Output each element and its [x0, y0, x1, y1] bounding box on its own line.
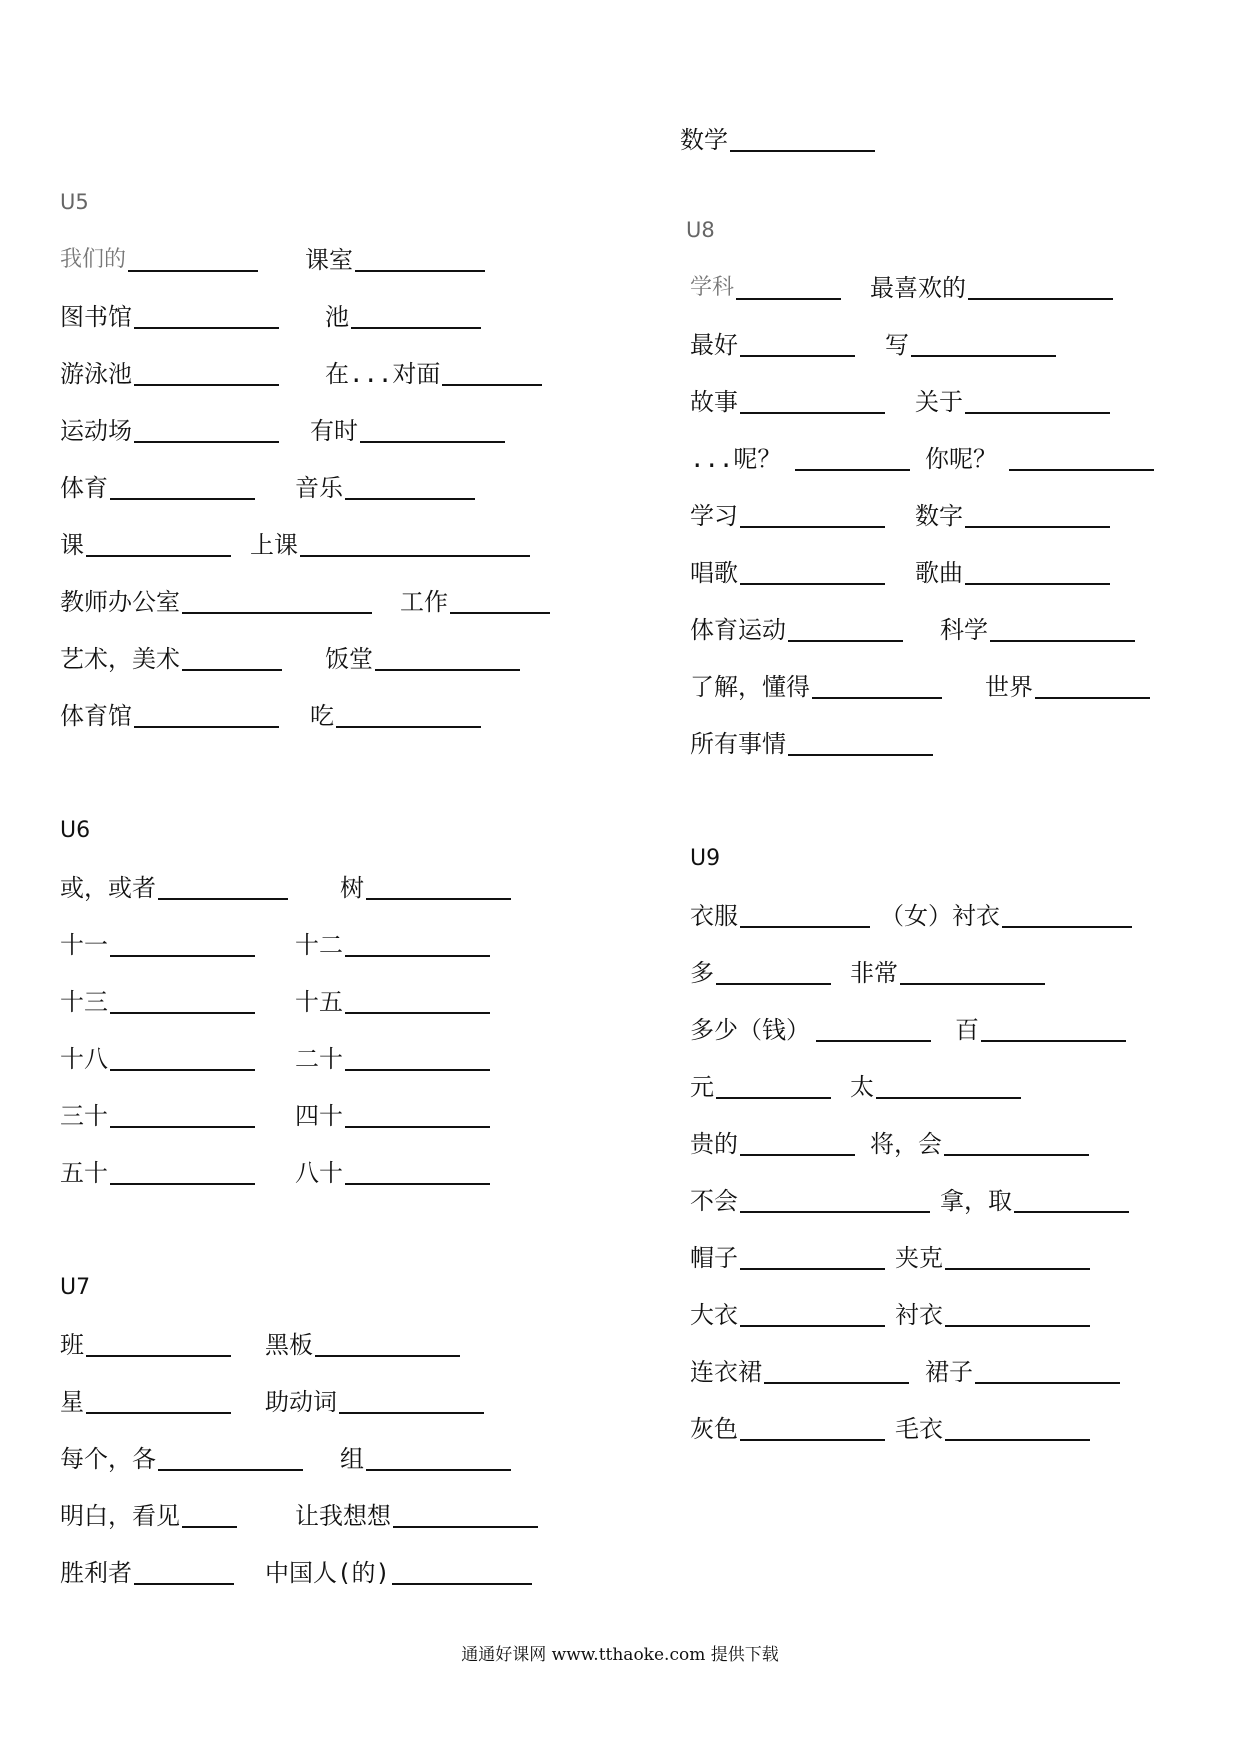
answer-blank[interactable]: [134, 698, 279, 728]
vocab-item: [690, 1181, 930, 1221]
vocab-item: [310, 411, 505, 451]
answer-blank[interactable]: [945, 1240, 1090, 1270]
answer-blank[interactable]: [965, 555, 1110, 585]
answer-blank[interactable]: [345, 927, 490, 957]
vocab-item: [265, 1553, 532, 1593]
vocab-label: 胜利者: [60, 1559, 132, 1587]
answer-blank[interactable]: [740, 498, 885, 528]
vocab-label: 最喜欢的: [870, 274, 966, 302]
vocab-item: [915, 553, 1110, 593]
answer-blank[interactable]: [945, 1297, 1090, 1327]
answer-blank[interactable]: [86, 527, 231, 557]
vocab-item: [305, 240, 485, 280]
vocab-label: 科学: [940, 616, 988, 644]
vocab-item: [880, 896, 1132, 936]
vocab-label: 毛衣: [895, 1415, 943, 1443]
vocab-item: [295, 1153, 490, 1193]
answer-blank[interactable]: [1035, 669, 1150, 699]
vocab-label: 非常: [850, 959, 898, 987]
answer-blank[interactable]: [965, 384, 1110, 414]
vocab-item: [915, 496, 1110, 536]
vocab-row: [60, 1325, 620, 1365]
vocab-label: 音乐: [295, 474, 343, 502]
vocab-row: [60, 582, 620, 622]
vocab-label: 每个，各: [60, 1445, 156, 1473]
vocab-item: [295, 1096, 490, 1136]
vocab-item: [60, 982, 255, 1022]
vocab-label: 饭堂: [325, 645, 373, 673]
vocab-label: 十五: [295, 988, 343, 1016]
vocab-label: 多少（钱）: [690, 1016, 810, 1044]
answer-blank[interactable]: [944, 1126, 1089, 1156]
vocab-row: [690, 553, 1240, 593]
vocab-item: [850, 1067, 1021, 1107]
vocab-label: 最好: [690, 331, 738, 359]
vocab-label: 连衣裙: [690, 1358, 762, 1386]
answer-blank[interactable]: [740, 1126, 855, 1156]
vocab-label: 百: [955, 1016, 979, 1044]
vocab-item: [895, 1238, 1090, 1278]
vocab-item: [60, 1039, 255, 1079]
vocab-label: 学科: [690, 275, 735, 300]
vocab-label: 在...对面: [325, 360, 441, 388]
vocab-row: [690, 268, 1240, 308]
vocab-item: [60, 696, 279, 736]
vocab-item: [690, 439, 910, 479]
answer-blank[interactable]: [128, 242, 258, 272]
vocab-item: [940, 610, 1135, 650]
answer-blank[interactable]: [392, 1555, 532, 1585]
vocab-item: [60, 582, 372, 622]
vocab-item: [265, 1325, 460, 1365]
vocab-item: [60, 639, 282, 679]
vocab-row: [60, 1039, 620, 1079]
vocab-label: 将，会: [870, 1130, 942, 1158]
vocab-label: 衣服: [690, 902, 738, 930]
vocab-item: [690, 1409, 885, 1449]
vocab-row: [60, 982, 620, 1022]
answer-blank[interactable]: [366, 870, 511, 900]
vocab-item: [925, 1352, 1120, 1392]
answer-blank[interactable]: [1014, 1183, 1129, 1213]
answer-blank[interactable]: [355, 242, 485, 272]
vocab-item: [850, 953, 1045, 993]
vocab-label: 艺术，美术: [60, 645, 180, 673]
answer-blank[interactable]: [182, 584, 372, 614]
answer-blank[interactable]: [345, 1041, 490, 1071]
vocab-item: [690, 953, 831, 993]
vocab-item: [400, 582, 550, 622]
vocab-row: [690, 496, 1240, 536]
vocab-label: 十八: [60, 1045, 108, 1073]
vocab-item: [690, 1352, 909, 1392]
vocab-label: 我们的: [60, 247, 127, 272]
vocab-item: [690, 1295, 885, 1335]
vocab-label: 明白，看见: [60, 1502, 180, 1530]
vocab-item: [60, 468, 255, 508]
vocab-row: [60, 525, 620, 565]
vocab-label: 数学: [680, 126, 728, 154]
answer-blank[interactable]: [965, 498, 1110, 528]
vocab-item: [60, 1496, 237, 1536]
vocab-label: 组: [340, 1445, 364, 1473]
answer-blank[interactable]: [716, 955, 831, 985]
unit-title-u6: U6: [60, 818, 91, 843]
vocab-label: 让我想想: [295, 1502, 391, 1530]
unit-title-u9: U9: [690, 846, 721, 871]
vocab-label: 五十: [60, 1159, 108, 1187]
vocab-label: 有时: [310, 417, 358, 445]
answer-blank[interactable]: [110, 1098, 255, 1128]
answer-blank[interactable]: [134, 356, 279, 386]
vocab-label: 数字: [915, 502, 963, 530]
answer-blank[interactable]: [86, 1384, 231, 1414]
vocab-label: 大衣: [690, 1301, 738, 1329]
vocab-row: [690, 1010, 1240, 1050]
answer-blank[interactable]: [900, 955, 1045, 985]
vocab-row: [680, 120, 1240, 160]
vocab-row: [60, 1153, 620, 1193]
answer-blank[interactable]: [158, 1441, 303, 1471]
vocab-label: 十二: [295, 931, 343, 959]
vocab-row: [60, 1496, 620, 1536]
vocab-item: [325, 297, 481, 337]
vocab-item: [60, 1096, 255, 1136]
vocab-item: [60, 297, 279, 337]
vocab-item: [690, 610, 903, 650]
vocab-item: [925, 439, 1154, 479]
vocab-item: [295, 468, 475, 508]
vocab-item: [60, 354, 279, 394]
answer-blank[interactable]: [360, 413, 505, 443]
vocab-label: 三十: [60, 1102, 108, 1130]
vocab-row: [690, 724, 1240, 764]
vocab-label: 体育: [60, 474, 108, 502]
vocab-item: [680, 120, 875, 160]
vocab-label: 上课: [250, 531, 298, 559]
vocab-label: 课室: [305, 246, 353, 274]
answer-blank[interactable]: [315, 1327, 460, 1357]
vocab-item: [870, 1124, 1089, 1164]
vocab-label: 班: [60, 1331, 84, 1359]
vocab-item: [690, 382, 885, 422]
vocab-label: 运动场: [60, 417, 132, 445]
answer-blank[interactable]: [764, 1354, 909, 1384]
vocab-item: [895, 1295, 1090, 1335]
vocab-row: [690, 382, 1240, 422]
vocab-label: ...呢？: [690, 445, 782, 473]
vocab-label: （女）衬衣: [880, 902, 1000, 930]
vocab-label: 裙子: [925, 1358, 973, 1386]
vocab-label: 中国人(的): [265, 1559, 390, 1587]
answer-blank[interactable]: [740, 1183, 930, 1213]
answer-blank[interactable]: [351, 299, 481, 329]
vocab-item: [60, 1382, 231, 1422]
answer-blank[interactable]: [375, 641, 520, 671]
vocab-item: [325, 354, 542, 394]
answer-blank[interactable]: [716, 1069, 831, 1099]
vocab-label: 体育运动: [690, 616, 786, 644]
answer-blank[interactable]: [740, 1411, 885, 1441]
vocab-item: [690, 1010, 931, 1050]
answer-blank[interactable]: [736, 270, 841, 300]
vocab-row: [690, 1409, 1240, 1449]
vocab-item: [690, 1067, 831, 1107]
vocab-label: 不会: [690, 1187, 738, 1215]
vocab-row: [690, 1181, 1240, 1221]
vocab-label: 多: [690, 959, 714, 987]
vocab-label: 帽子: [690, 1244, 738, 1272]
answer-blank[interactable]: [86, 1327, 231, 1357]
answer-blank[interactable]: [110, 927, 255, 957]
answer-blank[interactable]: [740, 384, 885, 414]
vocab-label: 故事: [690, 388, 738, 416]
vocab-label: 体育馆: [60, 702, 132, 730]
answer-blank[interactable]: [110, 470, 255, 500]
answer-blank[interactable]: [981, 1012, 1126, 1042]
vocab-label: 衬衣: [895, 1301, 943, 1329]
vocab-label: 星: [60, 1388, 84, 1416]
vocab-item: [60, 240, 258, 280]
vocab-item: [60, 1553, 234, 1593]
vocab-row: [60, 1382, 620, 1422]
vocab-item: [915, 382, 1110, 422]
vocab-label: 二十: [295, 1045, 343, 1073]
answer-blank[interactable]: [911, 327, 1056, 357]
vocab-row: [60, 354, 620, 394]
answer-blank[interactable]: [366, 1441, 511, 1471]
vocab-item: [60, 1325, 231, 1365]
vocab-label: 十三: [60, 988, 108, 1016]
vocab-item: [60, 868, 288, 908]
vocab-label: 或，或者: [60, 874, 156, 902]
vocab-item: [690, 553, 885, 593]
vocab-item: [985, 667, 1150, 707]
vocab-item: [690, 496, 885, 536]
vocab-row: [60, 1439, 620, 1479]
vocab-row: [60, 639, 620, 679]
vocab-item: [60, 1439, 303, 1479]
vocab-item: [940, 1181, 1129, 1221]
answer-blank[interactable]: [345, 1155, 490, 1185]
vocab-row: [690, 1352, 1240, 1392]
vocab-label: 树: [340, 874, 364, 902]
vocab-item: [325, 639, 520, 679]
vocab-label: 吃: [310, 702, 334, 730]
vocab-item: [295, 1039, 490, 1079]
vocab-row: [690, 896, 1240, 936]
vocab-label: 图书馆: [60, 303, 132, 331]
vocab-label: 助动词: [265, 1388, 337, 1416]
vocab-label: 所有事情: [690, 730, 786, 758]
unit-title-u7: U7: [60, 1275, 91, 1300]
vocab-row: [60, 1553, 620, 1593]
answer-blank[interactable]: [450, 584, 550, 614]
vocab-item: [895, 1409, 1090, 1449]
vocab-item: [340, 1439, 511, 1479]
vocab-row: [60, 468, 620, 508]
answer-blank[interactable]: [730, 122, 875, 152]
vocab-item: [690, 1238, 885, 1278]
vocab-row: [690, 325, 1240, 365]
answer-blank[interactable]: [182, 641, 282, 671]
vocab-item: [60, 525, 231, 565]
vocab-item: [295, 1496, 538, 1536]
vocab-item: [690, 1124, 855, 1164]
answer-blank[interactable]: [134, 1555, 234, 1585]
vocab-row: [690, 1067, 1240, 1107]
vocab-item: [295, 982, 490, 1022]
vocab-label: 灰色: [690, 1415, 738, 1443]
unit-title-u8: U8: [686, 218, 715, 242]
answer-blank[interactable]: [740, 898, 870, 928]
vocab-item: [690, 667, 942, 707]
answer-blank[interactable]: [788, 612, 903, 642]
answer-blank[interactable]: [110, 1155, 255, 1185]
answer-blank[interactable]: [795, 441, 910, 471]
vocab-label: 课: [60, 531, 84, 559]
vocab-label: 黑板: [265, 1331, 313, 1359]
answer-blank[interactable]: [345, 1098, 490, 1128]
footer-credit: 通通好课网 www.tthaoke.com 提供下载: [461, 1645, 779, 1665]
vocab-label: 贵的: [690, 1130, 738, 1158]
answer-blank[interactable]: [1002, 898, 1132, 928]
vocab-item: [340, 868, 511, 908]
unit-title-u5: U5: [60, 190, 89, 214]
answer-blank[interactable]: [1009, 441, 1154, 471]
vocab-label: 四十: [295, 1102, 343, 1130]
answer-blank[interactable]: [110, 1041, 255, 1071]
vocab-item: [690, 896, 870, 936]
answer-blank[interactable]: [740, 1240, 885, 1270]
answer-blank[interactable]: [876, 1069, 1021, 1099]
vocab-row: [60, 696, 620, 736]
answer-blank[interactable]: [945, 1411, 1090, 1441]
vocab-label: 工作: [400, 588, 448, 616]
vocab-label: 太: [850, 1073, 874, 1101]
answer-blank[interactable]: [740, 555, 885, 585]
vocab-label: 世界: [985, 673, 1033, 701]
vocab-row: [60, 1096, 620, 1136]
answer-blank[interactable]: [339, 1384, 484, 1414]
vocab-label: 你呢？: [925, 445, 997, 473]
vocab-item: [295, 925, 490, 965]
vocab-row: [690, 1238, 1240, 1278]
vocab-item: [250, 525, 530, 565]
answer-blank[interactable]: [740, 1297, 885, 1327]
vocab-item: [870, 268, 1113, 308]
vocab-label: 学习: [690, 502, 738, 530]
vocab-label: 游泳池: [60, 360, 132, 388]
answer-blank[interactable]: [740, 327, 855, 357]
answer-blank[interactable]: [300, 527, 530, 557]
vocab-label: 十一: [60, 931, 108, 959]
answer-blank[interactable]: [393, 1498, 538, 1528]
vocab-row: [60, 925, 620, 965]
vocab-label: 教师办公室: [60, 588, 180, 616]
vocab-label: 写: [885, 331, 909, 359]
vocab-row: [690, 610, 1240, 650]
answer-blank[interactable]: [990, 612, 1135, 642]
vocab-row: [60, 240, 620, 280]
vocab-row: [690, 1124, 1240, 1164]
answer-blank[interactable]: [442, 356, 542, 386]
vocab-item: [265, 1382, 484, 1422]
vocab-item: [60, 925, 255, 965]
vocab-label: 唱歌: [690, 559, 738, 587]
vocab-row: [690, 667, 1240, 707]
vocab-item: [690, 268, 841, 308]
vocab-label: 拿，取: [940, 1187, 1012, 1215]
answer-blank[interactable]: [134, 413, 279, 443]
vocab-row: [690, 1295, 1240, 1335]
answer-blank[interactable]: [345, 984, 490, 1014]
vocab-row: [690, 439, 1240, 479]
answer-blank[interactable]: [968, 270, 1113, 300]
vocab-item: [60, 1153, 255, 1193]
vocab-label: 池: [325, 303, 349, 331]
answer-blank[interactable]: [812, 669, 942, 699]
vocab-label: 夹克: [895, 1244, 943, 1272]
vocab-label: 了解，懂得: [690, 673, 810, 701]
answer-blank[interactable]: [816, 1012, 931, 1042]
answer-blank[interactable]: [158, 870, 288, 900]
vocab-row: [60, 297, 620, 337]
vocab-item: [310, 696, 481, 736]
vocab-row: [60, 868, 620, 908]
answer-blank[interactable]: [110, 984, 255, 1014]
answer-blank[interactable]: [345, 470, 475, 500]
vocab-item: [690, 325, 855, 365]
answer-blank[interactable]: [336, 698, 481, 728]
vocab-item: [690, 724, 933, 764]
answer-blank[interactable]: [975, 1354, 1120, 1384]
vocab-item: [955, 1010, 1126, 1050]
vocab-item: [60, 411, 279, 451]
answer-blank[interactable]: [134, 299, 279, 329]
vocab-label: 关于: [915, 388, 963, 416]
answer-blank[interactable]: [182, 1498, 237, 1528]
vocab-label: 元: [690, 1073, 714, 1101]
vocab-label: 八十: [295, 1159, 343, 1187]
vocab-item: [885, 325, 1056, 365]
vocab-row: [60, 411, 620, 451]
answer-blank[interactable]: [788, 726, 933, 756]
vocab-label: 歌曲: [915, 559, 963, 587]
vocab-row: [690, 953, 1240, 993]
